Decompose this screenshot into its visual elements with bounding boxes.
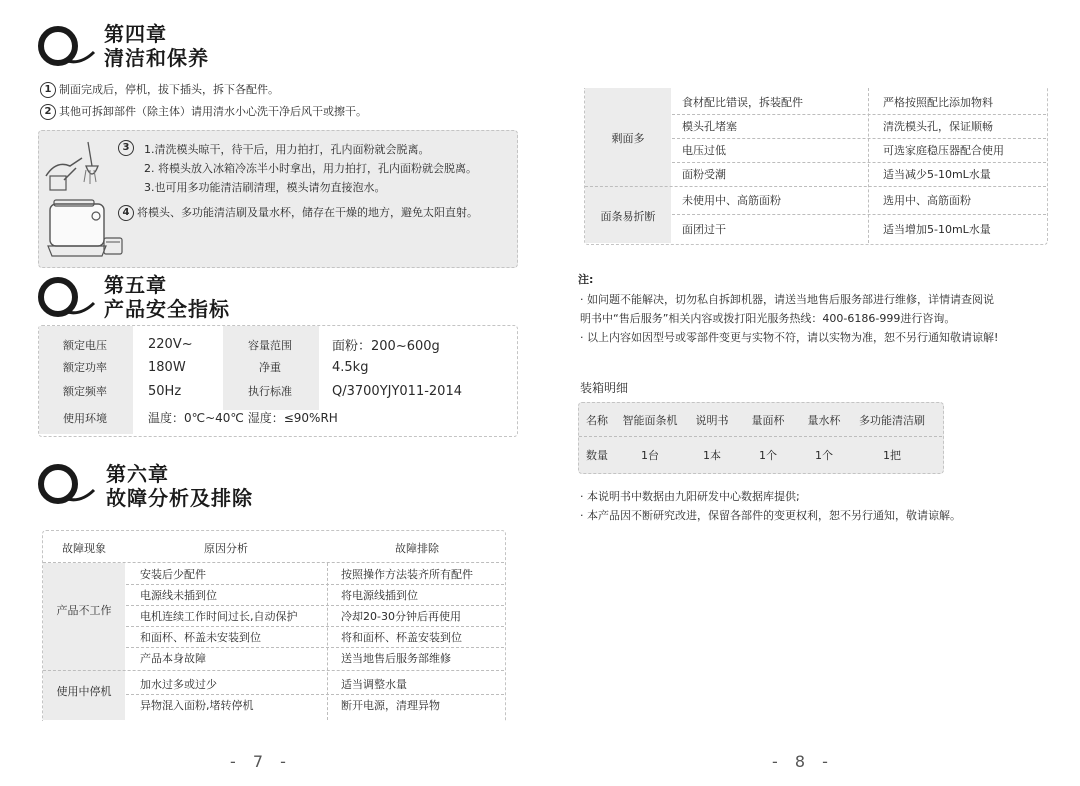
table-row: [126, 673, 504, 694]
table-row: [126, 605, 504, 626]
page-number-left: - 7 -: [230, 752, 292, 771]
spec-row: [38, 409, 516, 426]
fault-fix: 适当减少5-10mL水量: [883, 168, 991, 181]
page-number-right: - 8 -: [772, 752, 834, 771]
table-row: [672, 163, 1046, 185]
spec-value: 50Hz: [148, 383, 182, 399]
spec-value: Q/3700YJY011-2014: [332, 383, 462, 399]
fault-fix: 选用中、高筋面粉: [883, 194, 971, 207]
fault-fix: 适当调整水量: [341, 677, 407, 691]
packing-name-label: 名称: [586, 414, 608, 427]
chapter-logo-icon: [36, 460, 96, 508]
step-3-line: 3.也可用多功能清洁刷清理，模头请勿直接泡水。: [144, 181, 386, 194]
fault-cause: 安装后少配件: [140, 567, 206, 581]
fault-cause: 和面杯、杯盖未安装到位: [140, 630, 261, 644]
fault-fix: 断开电源，清理异物: [341, 698, 440, 712]
notes-body: [580, 290, 1050, 347]
table-row: [672, 91, 1046, 113]
step-text: 制面完成后，停机，拔下插头，拆下各配件。: [59, 83, 279, 96]
chapter-5-title: 产品安全指标: [104, 297, 230, 321]
fault-fix: 适当增加5-10mL水量: [883, 223, 991, 236]
step-number: 1: [40, 82, 56, 98]
spec-key: 额定功率: [63, 361, 107, 374]
chapter-logo-icon: [36, 22, 96, 70]
fault-fix: 冷却20-30分钟后再使用: [341, 609, 461, 623]
spec-value: 面粉：200~600g: [332, 339, 440, 354]
chapter-5-number: 第五章: [104, 273, 167, 297]
fault-fix: 可选家庭稳压器配合使用: [883, 144, 1004, 157]
fault-cause: 模头孔堵塞: [682, 120, 737, 133]
spec-key: 净重: [259, 361, 281, 374]
fault-cause: 异物混入面粉,堵转停机: [140, 698, 254, 712]
packing-qty-row: [578, 447, 942, 463]
fault-group-3: 剩面多: [611, 132, 645, 145]
packing-title: 装箱明细: [580, 381, 629, 395]
packing-item-qty: 1台: [641, 449, 659, 462]
packing-item-name: 量面杯: [751, 414, 785, 427]
spec-value: 4.5kg: [332, 359, 369, 375]
table-row: [126, 694, 504, 715]
fault-cause: 电源线未插到位: [140, 588, 217, 602]
footer-note: · 本产品因不断研究改进，保留各部件的变更权利，恕不另行通知，敬请谅解。: [580, 509, 961, 522]
fault-header-cause: 原因分析: [204, 542, 248, 555]
fault-group-1: 产品不工作: [56, 604, 112, 617]
packing-item-qty: 1个: [815, 449, 833, 462]
clean-step-3-lines: [144, 140, 477, 197]
fault-group-2: 使用中停机: [56, 685, 112, 698]
packing-item-name: 多功能清洁刷: [859, 414, 925, 427]
spec-value: 温度：0℃~40℃ 湿度：≤90%RH: [148, 411, 338, 425]
table-row: [672, 115, 1046, 137]
step-number: 4: [118, 205, 134, 221]
fault-cause: 电机连续工作时间过长,自动保护: [140, 609, 298, 623]
clean-step-1: [40, 82, 279, 98]
step-number: 2: [40, 104, 56, 120]
step-text: 其他可拆卸部件（除主体）请用清水小心洗干净后风干或擦干。: [59, 105, 367, 118]
chapter-6-number: 第六章: [106, 462, 169, 486]
table-row: [126, 584, 504, 605]
chapter-logo-icon: [36, 273, 96, 321]
spec-rows: [38, 325, 516, 435]
spec-key: 执行标准: [248, 385, 292, 398]
chapter-4-number: 第四章: [104, 22, 167, 46]
packing-item-qty: 1个: [759, 449, 777, 462]
fault-header-fix: 故障排除: [395, 542, 439, 555]
footer-note: · 本说明书中数据由九阳研发中心数据库提供;: [580, 490, 800, 503]
notes-line: · 如问题不能解决，切勿私自拆卸机器，请送当地售后服务部进行维修，详情请查阅说: [580, 293, 994, 306]
packing-item-name: 量水杯: [807, 414, 841, 427]
cleaning-brush-illustration-icon: [42, 136, 112, 194]
spec-key: 容量范围: [248, 338, 292, 352]
chapter-6-title: 故障分析及排除: [106, 486, 253, 510]
step-3-line: 1.清洗模头晾干，待干后，用力拍打，孔内面粉就会脱离。: [144, 143, 430, 156]
fault-fix: 严格按照配比添加物料: [883, 96, 993, 109]
table-row: [126, 626, 504, 647]
chapter-4-title: 清洁和保养: [104, 46, 209, 70]
footer-notes: [580, 487, 961, 525]
clean-step-2: [40, 104, 367, 120]
noodle-machine-illustration-icon: [44, 198, 128, 262]
fault-cause: 食材配比错误，拆装配件: [682, 96, 803, 109]
fault-cause: 面粉受潮: [682, 168, 726, 181]
fault-fix: 将和面杯、杯盖安装到位: [341, 630, 462, 644]
table-row: [672, 218, 1046, 240]
packing-qty-label: 数量: [586, 449, 608, 462]
fault-cause: 未使用中、高筋面粉: [682, 194, 781, 207]
clean-step-4: [118, 205, 478, 221]
table-row: [672, 189, 1046, 211]
packing-item-qty: 1本: [703, 449, 721, 462]
table-row: [672, 139, 1046, 161]
packing-item-name: 说明书: [695, 414, 729, 427]
spec-row: [38, 359, 516, 375]
fault-fix: 送当地售后服务部维修: [341, 651, 451, 665]
notes-line: 明书中“售后服务”相关内容或拨打阳光服务热线：400-6186-999进行咨询。: [580, 312, 956, 325]
fault-fix: 按照操作方法装齐所有配件: [341, 567, 473, 581]
fault-cause: 面团过干: [682, 223, 726, 236]
notes-label: 注:: [578, 273, 594, 286]
table-row: [126, 647, 504, 668]
packing-item-qty: 1把: [883, 449, 901, 462]
fault-group-4: 面条易折断: [600, 210, 656, 223]
spec-value: 220V~: [148, 337, 193, 352]
fault-cause: 产品本身故障: [140, 651, 206, 665]
spec-row: [38, 335, 516, 354]
fault-fix: 清洗模头孔，保证顺畅: [883, 120, 993, 133]
table-row: [126, 563, 504, 584]
spec-key: 额定电压: [63, 338, 107, 352]
notes-line: · 以上内容如因型号或零部件变更与实物不符，请以实物为准，恕不另行通知敬请谅解!: [580, 331, 999, 344]
step-number: 3: [118, 140, 134, 156]
spec-value: 180W: [148, 359, 186, 375]
spec-key: 额定频率: [63, 385, 107, 398]
fault-cause: 加水过多或过少: [140, 677, 217, 691]
packing-item-name: 智能面条机: [622, 414, 678, 427]
step-text: 将模头、多功能清洁刷及量水杯，储存在干燥的地方，避免太阳直射。: [137, 206, 478, 219]
fault-cause: 电压过低: [682, 144, 726, 157]
fault-fix: 将电源线插到位: [341, 588, 418, 602]
spec-row: [38, 383, 516, 399]
packing-name-row: [578, 412, 942, 428]
step-3-line: 2. 将模头放入冰箱冷冻半小时拿出，用力拍打，孔内面粉就会脱离。: [144, 162, 477, 175]
fault-header-symptom: 故障现象: [62, 542, 106, 555]
clean-step-3: [118, 140, 137, 156]
spec-key: 使用环境: [63, 411, 107, 425]
